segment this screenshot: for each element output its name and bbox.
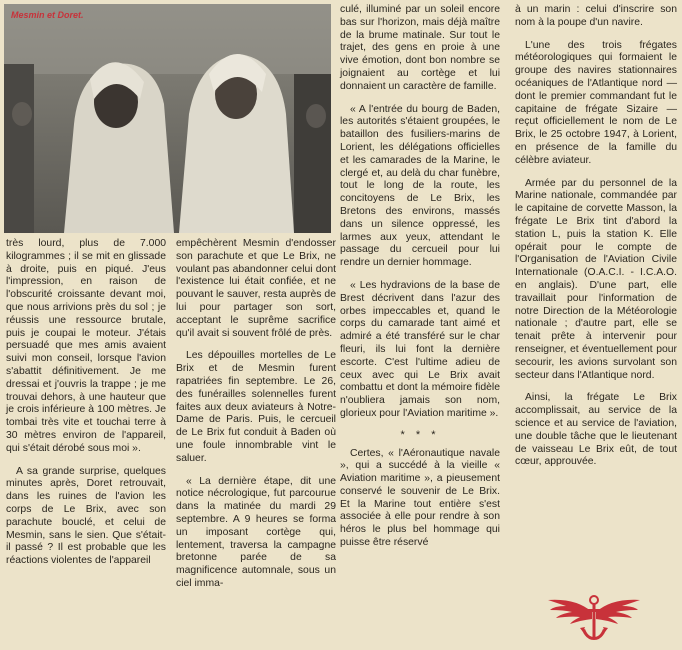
text-column-1 xyxy=(6,238,166,578)
section-separator: * * * xyxy=(400,428,440,441)
paragraph: « La dernière étape, dit une notice nécrologique, fut parcourue dans la matinée du mardi 29 septembre. A 9 heures se forma un imposant cortège qui, lentement, traversa la campagne bretonne parée de sa magnificence automnale, sous un ciel imma- xyxy=(176,475,336,589)
photo-caption: Mesmin et Doret. xyxy=(11,10,84,20)
paragraph: très lourd, plus de 7.000 kilogrammes ; il se mit en glissade à droite, puis en piqué. J'eus l'impression, en raison de l'obscurité croissante devant moi, que nous arrivions près du sol ; je réussis une ressource brutale, puis je coupai le moteur. J'étais persuadé que mes amis avaient suivi mon conseil, lorsque l'avion s'abattit définitivement. Je me dressai et j'ouvris la trappe ; je me trouvai dehors, à une hauteur que je crois inférieure à 100 mètres. Je tombai très vite et touchai terre à 30 mètres environ de l'appareil, qui s'était dérobé sous moi ». xyxy=(6,238,166,454)
text-column-4 xyxy=(515,4,677,479)
text-column-2 xyxy=(176,238,336,601)
paragraph: Armée par du personnel de la Marine nationale, commandée par le capitaine de corvette Masson, la frégate Le Brix tint d'abord la station L, puis la station K. Elle opérait pour le compte de l'Organisation de l'Aviation Civile Internationale (O.A.C.I. - I.C.A.O. en anglais). D'une part, elle travaillait pour l'information de notre Direction de la Météorologie nationale ; d'autre part, elle se tenait prête à intervenir pour renseigner, et éventuellement pour secourir, les avions survolant son secteur dans l'Atlantique nord. xyxy=(515,177,677,381)
paragraph: Les dépouilles mortelles de Le Brix et de Mesmin furent rapatriées fin septembre. Le 26, des funérailles solennelles furent faites aux deux aviateurs à Notre-Dame de Paris. Puis, le cercueil de Le Brix fut conduit à Baden où une foule innombrable vint le saluer. xyxy=(176,350,336,464)
photo-image xyxy=(4,4,331,233)
text-column-3 xyxy=(340,4,500,560)
photo-mesmin-doret xyxy=(4,4,331,233)
paragraph: A sa grande surprise, quelques minutes après, Doret retrouvait, dans les ruines de l'avion les corps de Le Brix, avec son parachute bouclé, et celui de Mesmin, sans le sien. Que s'était-il passé ? Il est probable que les réactions violentes de l'appareil xyxy=(6,465,166,567)
paragraph: empêchèrent Mesmin d'endosser son parachute et que Le Brix, ne voulant pas abandonner celui dont l'existence lui était confiée, et ne pouvant le sauver, resta auprès de lui pour partager son sort, acceptant le suprême sacrifice qu'il avait si souvent frôlé de près. xyxy=(176,238,336,339)
paragraph: « Les hydravions de la base de Brest décrivent dans l'azur des orbes impeccables et, quand le corps du camarade tant aimé et admiré a été transféré sur le char fleuri, ils lui font la dernière escorte. C'est l'ultime adieu de ceux avec qui Le Brix avait combattu et dont la mémoire fidèle n'oubliera jamais son nom, glorieux pour l'Aviation maritime ». xyxy=(340,279,500,419)
paragraph: « A l'entrée du bourg de Baden, les autorités s'étaient groupées, le bataillon des fusiliers-marins de Lorient, les délégations officielles et les camarades de la Marine, le clergé et, au delà du char funèbre, tout le long de la route, les concitoyens de Le Brix, les Bretons des environs, massés dans un silence oppressé, les larmes aux yeux, attendant le passage du cercueil pour lui rendre un dernier hommage. xyxy=(340,103,500,269)
paragraph: Ainsi, la frégate Le Brix accomplissait, au service de la science et au service de l'aviation, une double tâche que le lieutenant de vaisseau Le Brix eût, de tout cœur, approuvée. xyxy=(515,392,677,468)
paragraph: L'une des trois frégates météorologiques qui formaient le groupe des navires stationnaires océaniques de l'Atlantique nord — dont le premier commandant fut le capitaine de frégate Sizaire — reçut officiellement le nom de Le Brix, le 25 octobre 1947, à Lorient, en présence de la famille du célèbre aviateur. xyxy=(515,39,677,166)
winged-anchor-icon xyxy=(546,592,642,644)
paragraph: culé, illuminé par un soleil encore bas sur l'horizon, mais déjà maître de la brume matinale. Sur tout le trajet, des gens en proie à une vive émotion, dont bon nombre se joignaient au cortège et lui donnaient un caractère de famille. xyxy=(340,4,500,92)
paragraph: Certes, « l'Aéronautique navale », qui a succédé à la vieille « Aviation maritime », a pieusement conservé le souvenir de Le Brix. Et la Marine tout entière s'est associée à elle pour rendre à son héros le plus bel hommage qui puisse être réservé xyxy=(340,447,500,549)
paragraph: à un marin : celui d'inscrire son nom à la poupe d'un navire. xyxy=(515,4,677,28)
